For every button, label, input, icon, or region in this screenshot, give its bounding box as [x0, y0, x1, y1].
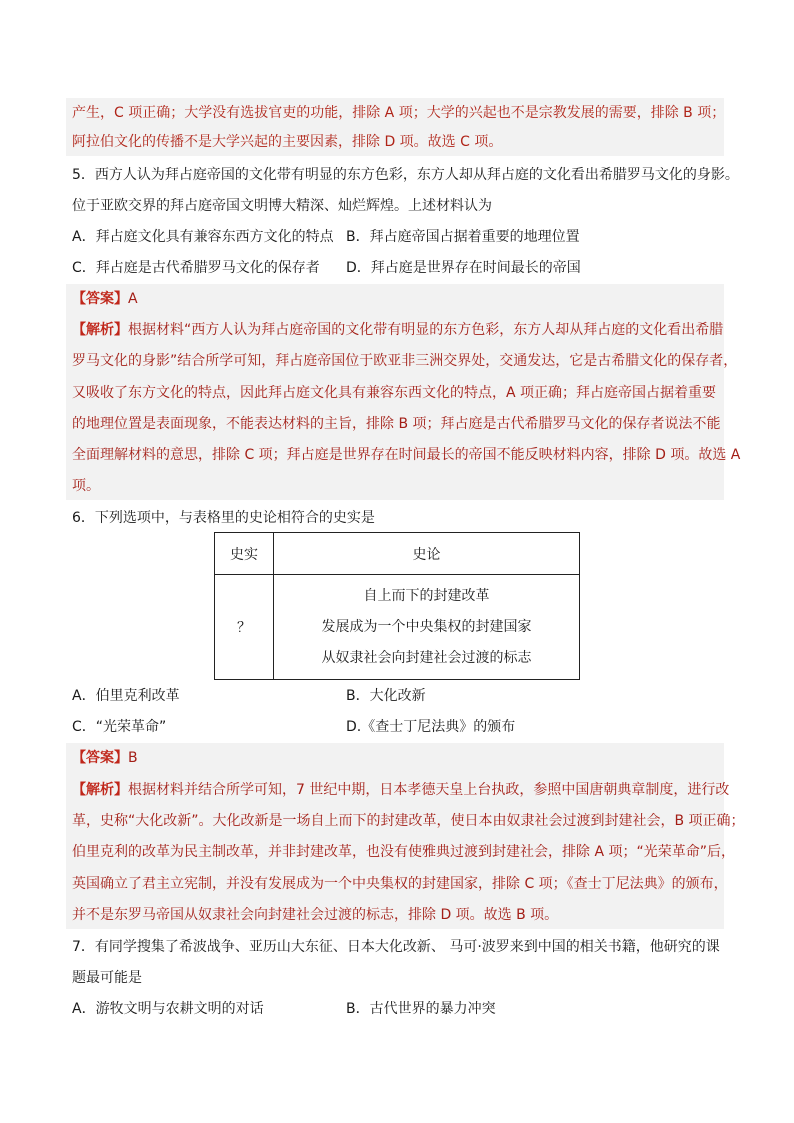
answer-value: B — [128, 750, 138, 766]
q5-analysis-line: 又吸收了东方文化的特点，因此拜占庭文化具有兼容东西文化的特点，A 项正确；拜占庭帝国占据着重要 — [72, 385, 717, 401]
q5-option-c: C．拜占庭是古代希腊罗马文化的保存者 — [72, 260, 320, 276]
q5-stem: 位于亚欧交界的拜占庭帝国文明博大精深、灿烂辉煌。上述材料认为 — [72, 198, 492, 214]
answer-tag: 【答案】 — [72, 291, 128, 307]
q7-stem: 7．有同学搜集了希波战争、亚历山大东征、日本大化改新、 马可·波罗来到中国的相关书籍，他研究的课 — [72, 939, 720, 955]
q6-answer-block — [66, 743, 745, 929]
history-table — [214, 532, 580, 680]
shilun-line: 发展成为一个中央集权的封建国家 — [321, 618, 532, 635]
q6-option-b: B．大化改新 — [346, 688, 426, 704]
q5-analysis-line: 全面理解材料的意思，排除 C 项；拜占庭是世界存在时间最长的帝国不能反映材料内容，排除 D 项。故选 A — [72, 447, 741, 463]
q5-analysis — [72, 320, 724, 340]
q6-analysis-line: 英国确立了君主立宪制，并没有发展成为一个中央集权的封建国家，排除 C 项；《查士丁尼法典》的颁布， — [72, 876, 728, 892]
shilun-line: 从奴隶社会向封建社会过渡的标志 — [321, 649, 532, 666]
answer-value: A — [128, 291, 138, 307]
q5-stem: 5．西方人认为拜占庭帝国的文化带有明显的东方色彩，东方人却从拜占庭的文化看出希腊罗马文化的身影。 — [72, 167, 739, 183]
q5-option-b: B．拜占庭帝国占据着重要的地理位置 — [346, 229, 580, 245]
q5-answer — [72, 289, 724, 309]
q7-stem: 题最可能是 — [72, 970, 142, 986]
prev-explanation-line: 产生，C 项正确；大学没有选拔官吏的功能，排除 A 项；大学的兴起也不是宗教发展的需要，排除 B 项； — [72, 105, 726, 121]
q6-analysis-line: 革，史称“大化改新”。大化改新是一场自上而下的封建改革，使日本由奴隶社会过渡到封建社会，B 项正确； — [72, 813, 745, 829]
q6-analysis — [72, 780, 730, 800]
table-header-shishi: 史实 — [215, 533, 274, 575]
q6-stem: 6．下列选项中，与表格里的史论相符合的史实是 — [72, 510, 375, 526]
analysis-text: 根据材料并结合所学可知，7 世纪中期，日本孝德天皇上台执政，参照中国唐朝典章制度，进行改 — [128, 782, 730, 798]
table-cell-shilun — [274, 575, 580, 680]
q6-answer — [72, 748, 724, 768]
prev-explanation-line: 阿拉伯文化的传播不是大学兴起的主要因素，排除 D 项。故选 C 项。 — [72, 134, 503, 150]
shilun-line: 自上而下的封建改革 — [363, 587, 490, 604]
q6-option-c: C．“光荣革命” — [72, 719, 167, 735]
analysis-text: 根据材料“西方人认为拜占庭帝国的文化带有明显的东方色彩，东方人却从拜占庭的文化看出希腊 — [128, 322, 724, 338]
q5-analysis-line: 罗马文化的身影”结合所学可知，拜占庭帝国位于欧亚非三洲交界处，交通发达，它是古希腊文化的保存者， — [72, 353, 738, 369]
answer-tag: 【答案】 — [72, 750, 128, 766]
q7-option-a: A．游牧文明与农耕文明的对话 — [72, 1001, 264, 1017]
q6-analysis-line: 并不是东罗马帝国从奴隶社会向封建社会过渡的标志，排除 D 项。故选 B 项。 — [72, 907, 559, 923]
q6-option-d: D.《查士丁尼法典》的颁布 — [346, 719, 516, 735]
q5-option-a: A．拜占庭文化具有兼容东西方文化的特点 — [72, 229, 334, 245]
q5-option-d: D．拜占庭是世界存在时间最长的帝国 — [346, 260, 581, 276]
analysis-tag: 【解析】 — [72, 322, 128, 338]
analysis-tag: 【解析】 — [72, 782, 128, 798]
q5-analysis-line: 项。 — [72, 478, 100, 494]
table-header-shilun: 史论 — [274, 533, 580, 575]
q5-analysis-line: 的地理位置是表面现象，不能表达材料的主旨，排除 B 项；拜占庭是古代希腊罗马文化的保存者说法不能 — [72, 416, 721, 432]
q6-analysis-line: 伯里克利的改革为民主制改革，并非封建改革，也没有使雅典过渡到封建社会，排除 A 项；“光荣革命”后， — [72, 844, 735, 860]
q6-option-a: A．伯里克利改革 — [72, 688, 180, 704]
table-cell-shishi: ？ — [215, 575, 274, 680]
q7-option-b: B．古代世界的暴力冲突 — [346, 1001, 496, 1017]
